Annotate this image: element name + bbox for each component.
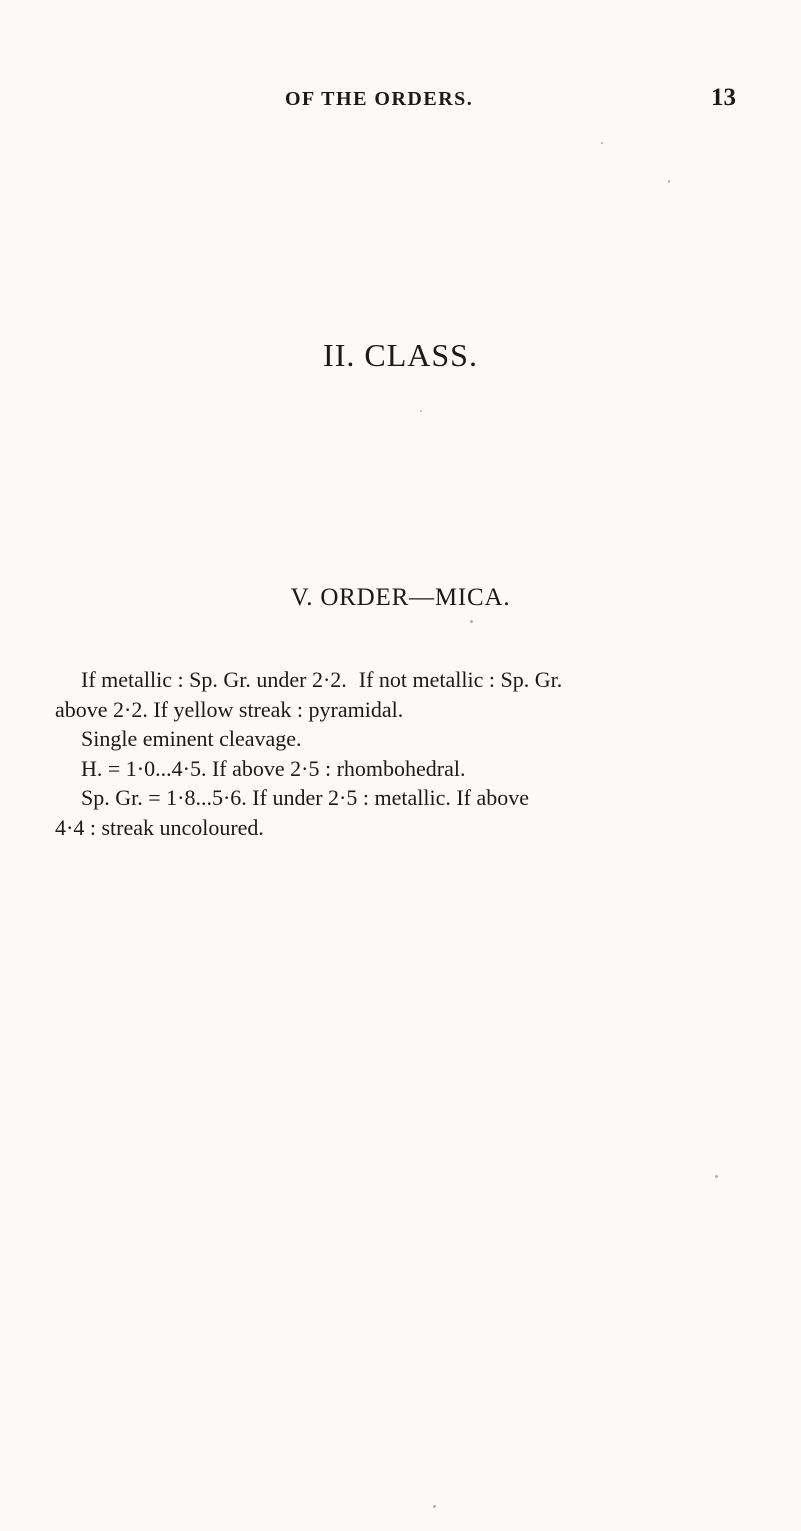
order-heading: V. ORDER—MICA. (290, 584, 511, 611)
text-line: Single eminent cleavage. (81, 726, 302, 751)
running-title: OF THE ORDERS. (285, 88, 474, 110)
paper-speck (715, 1175, 718, 1178)
text-fragment: If not metallic : Sp. Gr. (358, 667, 563, 692)
text-line: H. = 1·0...4·5. If above 2·5 : rhombohedral. (81, 755, 466, 781)
paper-speck (601, 142, 603, 144)
paper-speck (420, 410, 422, 412)
text-line (55, 665, 755, 695)
running-head (0, 84, 801, 118)
text-line: above 2·2. If yellow streak : pyramidal. (55, 696, 404, 722)
text-line: 4·4 : streak uncoloured. (55, 814, 264, 840)
paper-speck (433, 1505, 436, 1508)
class-heading: II. CLASS. (323, 337, 478, 373)
text-line: Sp. Gr. = 1·8...5·6. If under 2·5 : metallic. If above (81, 785, 530, 810)
paper-speck (668, 180, 670, 183)
text-fragment: If metallic : Sp. Gr. under 2·2. (81, 667, 347, 692)
paper-speck (470, 620, 473, 623)
order-description (55, 665, 755, 842)
page-number: 13 (711, 84, 736, 111)
